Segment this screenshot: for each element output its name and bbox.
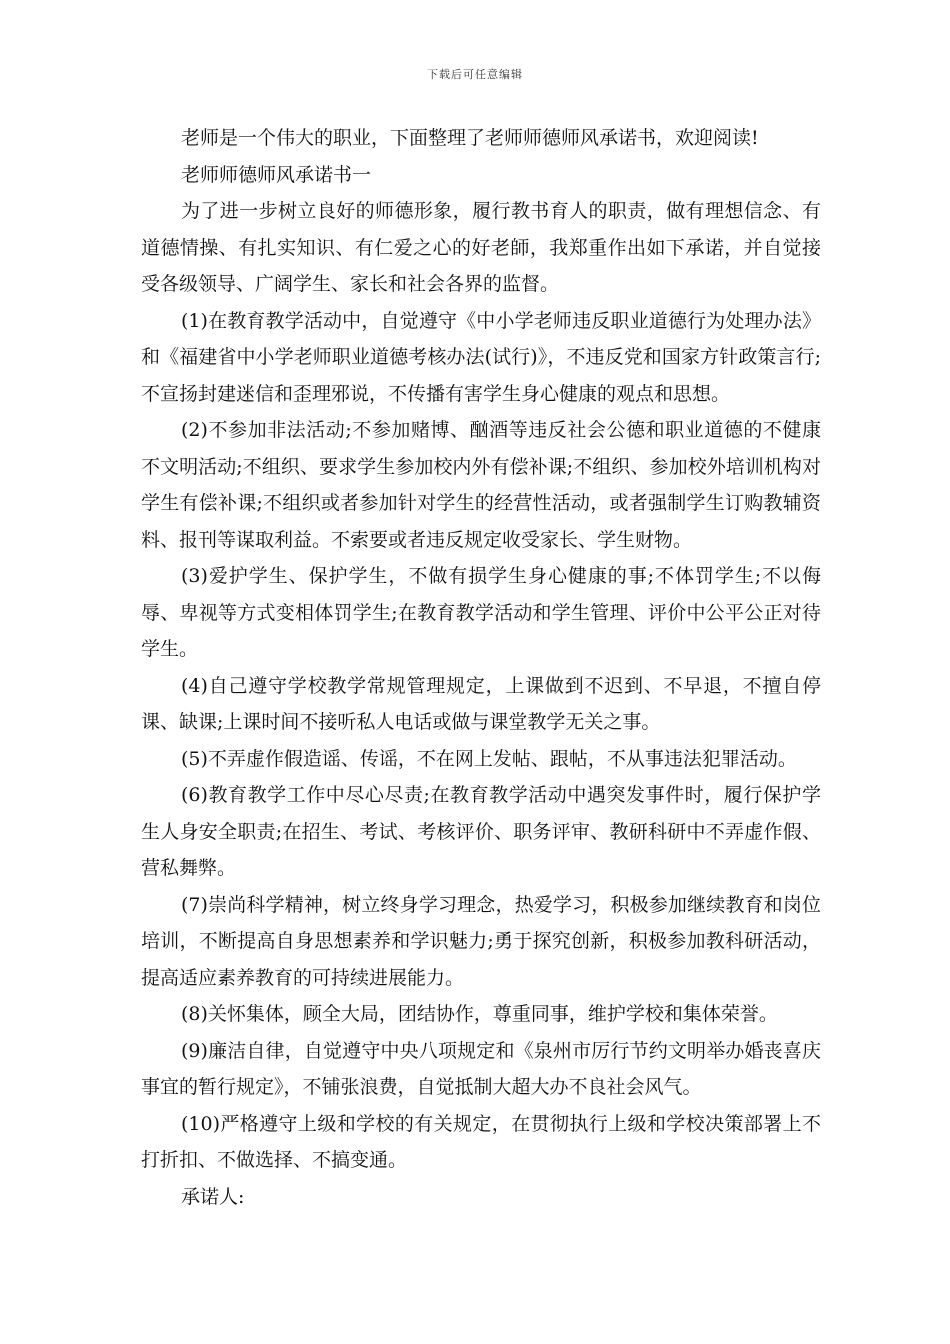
pledge-item-9: (9)廉洁自律，自觉遵守中央八项规定和《泉州市厉行节约文明举办婚丧喜庆事宜的暂行规定》，不铺张浪费，自觉抵制大超大办不良社会风气。 bbox=[141, 1039, 821, 1098]
document-body bbox=[141, 120, 821, 1215]
pledge-item-4: (4)自己遵守学校教学常规管理规定，上课做到不迟到、不早退，不擅自停课、缺课;上课时间不接听私人电话或做与课堂教学无关之事。 bbox=[141, 674, 821, 733]
signature-line: 承诺人: bbox=[181, 1185, 245, 1208]
opening-paragraph: 为了进一步树立良好的师德形象，履行教书育人的职责，做有理想信念、有道德情操、有扎实知识、有仁爱之心的好老師，我郑重作出如下承诺，并自觉接受各级领导、广阔学生、家长和社会各界的监督。 bbox=[141, 200, 821, 295]
intro-paragraph: 老师是一个伟大的职业，下面整理了老师师德师风承诺书，欢迎阅读! bbox=[181, 127, 759, 149]
document-title: 老师师德师风承诺书一 bbox=[181, 163, 372, 186]
pledge-item-10: (10)严格遵守上级和学校的有关规定，在贯彻执行上级和学校决策部署上不打折扣、不做选择、不搞变通。 bbox=[141, 1112, 821, 1171]
pledge-item-6: (6)教育教学工作中尽心尽责;在教育教学活动中遇突发事件时，履行保护学生人身安全职责;在招生、考试、考核评价、职务评审、教研科研中不弄虚作假、营私舞弊。 bbox=[141, 784, 821, 879]
pledge-item-7: (7)崇尚科学精神，树立终身学习理念，热爱学习，积极参加继续教育和岗位培训，不断提高自身思想素养和学识魅力;勇于探究创新，积极参加教科研活动，提高适应素养教育的可持续进展能力。 bbox=[141, 893, 821, 989]
pledge-item-8: (8)关怀集体，顾全大局，团结协作，尊重同事，维护学校和集体荣誉。 bbox=[181, 1003, 778, 1025]
pledge-item-5: (5)不弄虚作假造谣、传谣，不在网上发帖、跟帖，不从事违法犯罪活动。 bbox=[181, 747, 797, 770]
pledge-item-2: (2)不参加非法活动;不参加赌博、酗酒等违反社会公德和职业道德的不健康不文明活动;不组织、要求学生参加校内外有偿补课;不组织、参加校外培训机构对学生有偿补课;不组织或者参加针对学生的经营性活动，或者强制学生订购教辅资料、报刊等谋取利益。不索要或者违反规定收受家长、学生财物。 bbox=[141, 419, 821, 551]
page-header: 下载后可任意编辑 bbox=[427, 68, 523, 81]
pledge-item-3: (3)爱护学生、保护学生，不做有损学生身心健康的事;不体罚学生;不以侮辱、卑视等方式变相体罚学生;在教育教学活动和学生管理、评价中公平公正对待学生。 bbox=[141, 565, 821, 660]
pledge-item-1: (1)在教育教学活动中，自觉遵守《中小学老师违反职业道德行为处理办法》和《福建省中小学老师职业道德考核办法(试行)》，不违反党和国家方针政策言行;不宣扬封建迷信和歪理邪说，不传播有害学生身心健康的观点和思想。 bbox=[141, 309, 821, 405]
